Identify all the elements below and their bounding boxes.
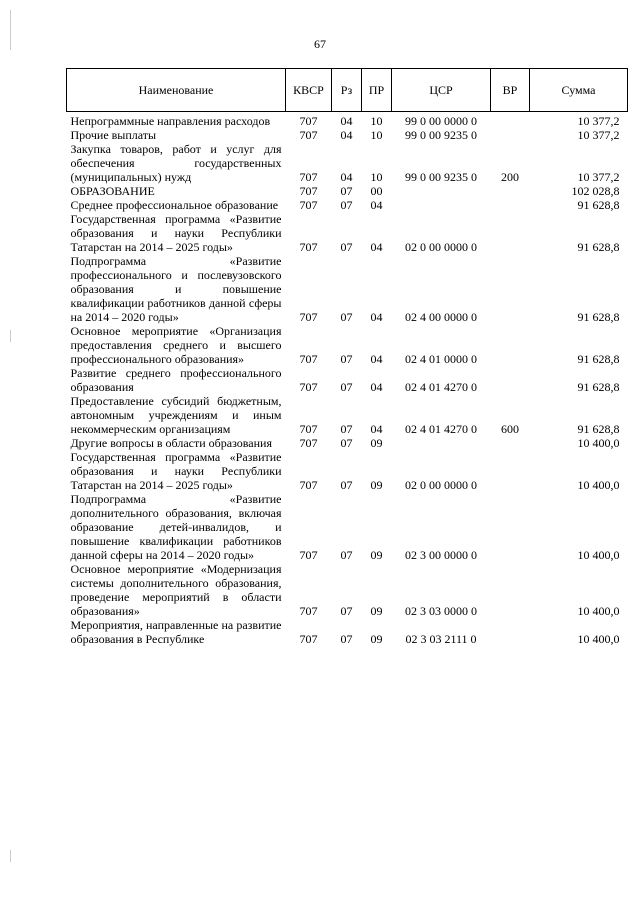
margin-mark: [10, 850, 11, 862]
cell-sum: 10 400,0: [577, 632, 620, 646]
cell-sum: 10 400,0: [577, 604, 620, 618]
cell-csr: 99 0 00 9235 0: [405, 128, 477, 142]
cell-kvsr: 707: [299, 352, 318, 366]
table-body: [67, 112, 628, 647]
header-rz: Рз: [332, 69, 362, 112]
cell-name: Основное мероприятие «Модернизация системы дополнительного образования, проведение мероприятий в области образования»: [70, 562, 282, 618]
cell-kvsr: 707: [299, 114, 318, 128]
cell-rz: 07: [340, 184, 353, 198]
cell-sum: 91 628,8: [577, 352, 620, 366]
cell-name: Другие вопросы в области образования: [70, 436, 272, 450]
cell-rz: 07: [340, 240, 353, 254]
cell-csr: [392, 198, 491, 212]
header-csr: ЦСР: [392, 69, 491, 112]
cell-pr: 10: [370, 128, 383, 142]
cell-csr: 02 4 00 0000 0: [405, 310, 477, 324]
cell-pr: 04: [370, 198, 383, 212]
cell-sum: 102 028,8: [571, 184, 620, 198]
cell-pr: 09: [370, 478, 383, 492]
cell-vr: [491, 212, 530, 254]
header-sum: Сумма: [530, 69, 628, 112]
cell-kvsr: 707: [299, 548, 318, 562]
page-number: 67: [314, 37, 326, 51]
cell-name: Подпрограмма «Развитие профессионального и послевузовского образования и повышение квалификации работников данной сферы на 2014 – 2020 годы»: [70, 254, 282, 324]
cell-vr: [491, 128, 530, 142]
cell-pr: 04: [370, 422, 383, 436]
cell-sum: 10 400,0: [577, 436, 620, 450]
cell-kvsr: 707: [299, 632, 318, 646]
cell-rz: 07: [340, 436, 353, 450]
cell-vr: [491, 562, 530, 618]
cell-csr: 02 3 00 0000 0: [405, 548, 477, 562]
table-row: [67, 436, 628, 450]
cell-pr: 04: [370, 310, 383, 324]
header-name: Наименование: [67, 69, 286, 112]
cell-vr: [491, 436, 530, 450]
cell-name: ОБРАЗОВАНИЕ: [70, 184, 155, 198]
cell-pr: 04: [370, 352, 383, 366]
cell-kvsr: 707: [299, 604, 318, 618]
cell-name: Среднее профессиональное образование: [70, 198, 279, 212]
cell-sum: 10 377,2: [577, 170, 620, 184]
cell-csr: 99 0 00 9235 0: [405, 170, 477, 184]
cell-name: Непрограммные направления расходов: [70, 114, 271, 128]
cell-csr: [392, 436, 491, 450]
cell-vr: [491, 366, 530, 394]
cell-kvsr: 707: [299, 310, 318, 324]
header-vr: ВР: [491, 69, 530, 112]
cell-sum: 91 628,8: [577, 310, 620, 324]
cell-pr: 10: [370, 114, 383, 128]
table-row: [67, 184, 628, 198]
margin-mark: [10, 330, 11, 342]
cell-name: Государственная программа «Развитие образования и науки Республики Татарстан на 2014 – 2025 годы»: [70, 212, 282, 254]
cell-csr: 02 0 00 0000 0: [405, 240, 477, 254]
table-header-row: [67, 69, 628, 112]
cell-rz: 07: [340, 352, 353, 366]
cell-vr: [491, 112, 530, 129]
cell-kvsr: 707: [299, 478, 318, 492]
cell-vr: [491, 324, 530, 366]
cell-csr: 02 3 03 0000 0: [405, 604, 477, 618]
cell-csr: 02 4 01 0000 0: [405, 352, 477, 366]
cell-pr: 09: [370, 632, 383, 646]
cell-sum: 91 628,8: [577, 380, 620, 394]
cell-rz: 04: [340, 128, 353, 142]
cell-rz: 07: [340, 422, 353, 436]
cell-csr: 02 0 00 0000 0: [405, 478, 477, 492]
table-row: [67, 254, 628, 324]
cell-vr: [491, 184, 530, 198]
cell-name: Закупка товаров, работ и услуг для обеспечения государственных (муниципальных) нужд: [70, 142, 282, 184]
cell-rz: 07: [340, 198, 353, 212]
cell-rz: 04: [340, 114, 353, 128]
cell-sum: 10 400,0: [577, 548, 620, 562]
cell-name: Подпрограмма «Развитие дополнительного образования, включая образование детей-инвалидов, и повышение квалификации работников данной сферы на 2014 – 2020 годы»: [70, 492, 282, 562]
cell-sum: 10 400,0: [577, 478, 620, 492]
cell-vr: 200: [501, 170, 519, 184]
cell-pr: 04: [370, 240, 383, 254]
cell-name: Основное мероприятие «Организация предоставления среднего и высшего профессионального образования»: [70, 324, 282, 366]
cell-pr: 09: [370, 436, 383, 450]
cell-csr: 02 3 03 2111 0: [405, 632, 477, 646]
header-pr: ПР: [362, 69, 392, 112]
budget-table: [66, 68, 628, 646]
cell-vr: [491, 450, 530, 492]
cell-kvsr: 707: [299, 170, 318, 184]
table-row: [67, 142, 628, 184]
cell-pr: 10: [370, 170, 383, 184]
table-row: [67, 562, 628, 618]
cell-pr: 09: [370, 604, 383, 618]
cell-kvsr: 707: [299, 184, 318, 198]
cell-sum: 10 377,2: [577, 114, 620, 128]
cell-sum: 91 628,8: [577, 198, 620, 212]
cell-vr: [491, 492, 530, 562]
cell-csr: [392, 184, 491, 198]
cell-pr: 09: [370, 548, 383, 562]
cell-name: Предоставление субсидий бюджетным, автономным учреждениям и иным некоммерческим организациям: [70, 394, 282, 436]
cell-rz: 07: [340, 478, 353, 492]
cell-kvsr: 707: [299, 128, 318, 142]
cell-kvsr: 707: [299, 436, 318, 450]
cell-sum: 91 628,8: [577, 422, 620, 436]
cell-vr: 600: [501, 422, 519, 436]
cell-kvsr: 707: [299, 422, 318, 436]
cell-kvsr: 707: [299, 198, 318, 212]
table-row: [67, 112, 628, 129]
cell-name: Прочие выплаты: [70, 128, 157, 142]
cell-vr: [491, 618, 530, 646]
cell-name: Развитие среднего профессионального образования: [70, 366, 282, 394]
cell-vr: [491, 254, 530, 324]
cell-sum: 10 377,2: [577, 128, 620, 142]
header-kvsr: КВСР: [286, 69, 332, 112]
cell-name: Государственная программа «Развитие образования и науки Республики Татарстан на 2014 – 2025 годы»: [70, 450, 282, 492]
table-row: [67, 450, 628, 492]
cell-pr: 00: [370, 184, 383, 198]
cell-csr: 02 4 01 4270 0: [405, 422, 477, 436]
table-row: [67, 366, 628, 394]
cell-rz: 04: [340, 170, 353, 184]
table-row: [67, 324, 628, 366]
cell-csr: 02 4 01 4270 0: [405, 380, 477, 394]
table-row: [67, 198, 628, 212]
cell-rz: 07: [340, 604, 353, 618]
table-row: [67, 492, 628, 562]
cell-sum: 91 628,8: [577, 240, 620, 254]
cell-csr: 99 0 00 0000 0: [405, 114, 477, 128]
cell-kvsr: 707: [299, 380, 318, 394]
cell-rz: 07: [340, 380, 353, 394]
cell-rz: 07: [340, 310, 353, 324]
table-row: [67, 128, 628, 142]
cell-kvsr: 707: [299, 240, 318, 254]
cell-rz: 07: [340, 632, 353, 646]
cell-rz: 07: [340, 548, 353, 562]
cell-pr: 04: [370, 380, 383, 394]
table-row: [67, 618, 628, 646]
cell-vr: [491, 198, 530, 212]
cell-name: Мероприятия, направленные на развитие образования в Республике: [70, 618, 282, 646]
table-row: [67, 212, 628, 254]
table-row: [67, 394, 628, 436]
